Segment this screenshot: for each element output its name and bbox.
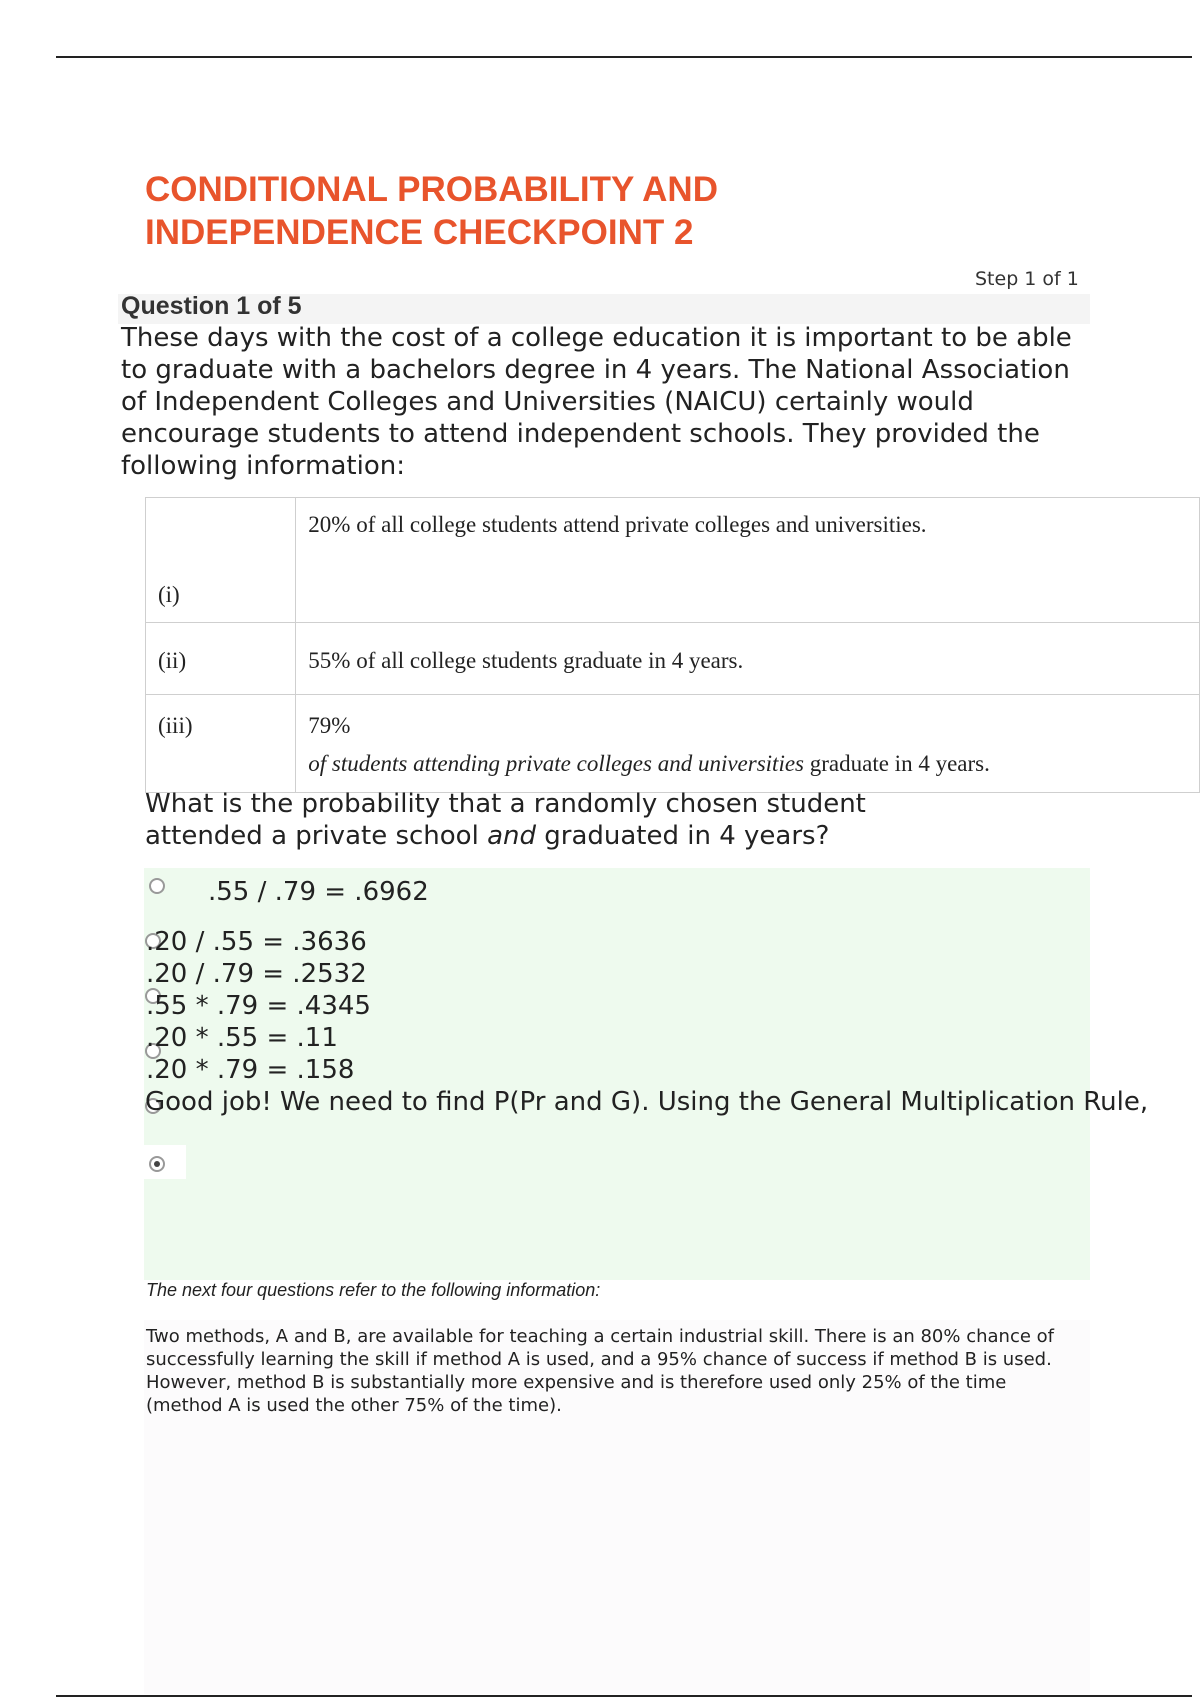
prompt-text: What is the probability that a randomly chosen student attended a private school [145,789,866,851]
table-row [146,498,1200,623]
answer-feedback: Good job! We need to find P(Pr and G). Using the General Multiplication Rule, [145,1087,1149,1117]
answer-option[interactable]: .20 / .79 = .2532 [146,959,367,989]
answer-option[interactable]: .55 / .79 = .6962 [208,877,429,907]
option-radio[interactable] [149,878,165,894]
row-statement: 20% of all college students attend private colleges and universities. [296,498,1200,623]
prompt-text-end: graduated in 4 years? [536,821,830,851]
table-row [146,695,1200,793]
question-text: These days with the cost of a college education it is important to be able to graduate with a bachelors degree in 4 years. The National Association of Independent Colleges and Universities (NAICU) certainly would encourage students to attend independent schools. They provided the following information: [121,323,1072,481]
table-row [146,623,1200,695]
step-indicator: Step 1 of 1 [975,268,1079,290]
next-questions-info: Two methods, A and B, are available for teaching a certain industrial skill. There is an 80% chance of successfully learning the skill if method A is used, and a 95% chance of success if method B is used. However, method B is substantially more expensive and is therefore used only 25% of the time (method A is used the other 75% of the time). [146,1326,1054,1416]
bottom-rule [56,1695,1192,1697]
row-label: (i) [146,498,296,623]
question-number: Question 1 of 5 [121,292,302,320]
question-prompt [145,788,945,852]
row-statement [296,695,1200,793]
selected-option-radio[interactable] [149,1156,165,1172]
row-statement-italic: of students attending private colleges and universities [308,751,804,776]
answer-option[interactable]: .55 * .79 = .4345 [146,991,371,1021]
page-title: CONDITIONAL PROBABILITY AND INDEPENDENCE CHECKPOINT 2 [145,170,718,252]
prompt-emphasis: and [487,821,536,851]
top-rule [56,56,1192,58]
row-statement: 55% of all college students graduate in 4 years. [296,623,1200,695]
answer-option[interactable]: .20 * .55 = .11 [146,1023,338,1053]
row-statement-sub [308,751,1199,777]
answer-option[interactable]: .20 / .55 = .3636 [146,927,367,957]
answer-option[interactable]: .20 * .79 = .158 [146,1055,355,1085]
row-statement-rest: graduate in 4 years. [804,751,990,776]
row-label: (ii) [146,623,296,695]
next-questions-heading: The next four questions refer to the following information: [146,1280,601,1300]
row-label: (iii) [146,695,296,793]
info-table [145,497,1200,793]
row-statement-main: 79% [308,713,351,738]
